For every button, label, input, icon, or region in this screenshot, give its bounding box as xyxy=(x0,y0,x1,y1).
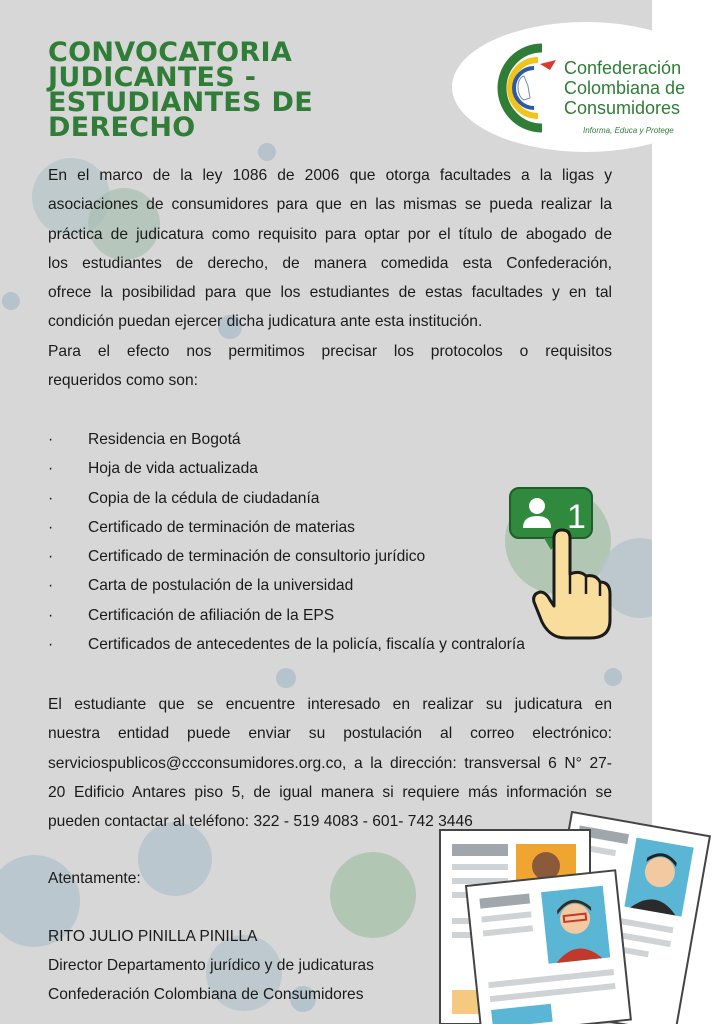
intro-line: los estudiantes de derecho, de manera comedida esta Confederación, xyxy=(48,254,612,272)
logo-emblem xyxy=(480,38,562,138)
pointing-hand-icon xyxy=(530,528,614,642)
list-item xyxy=(48,484,525,513)
list-item xyxy=(48,601,525,630)
requirements-list xyxy=(48,425,525,659)
contact-line: 20 Edificio Antares piso 5, de igual manera si requiere más información se xyxy=(48,783,612,801)
protocol-paragraph xyxy=(48,337,612,396)
intro-line: práctica de judicatura como requisito para optar por el título de abogado de xyxy=(48,225,612,243)
intro-paragraph xyxy=(48,161,612,337)
bullet: · xyxy=(48,431,54,448)
bullet: · xyxy=(48,460,54,478)
list-item-text: Hoja de vida actualizada xyxy=(88,460,258,478)
signature-org: Confederación Colombiana de Consumidores xyxy=(48,986,364,1003)
signature-role: Director Departamento jurídico y de judicaturas xyxy=(48,957,374,974)
decor-bubble xyxy=(330,852,416,938)
list-item-text: Residencia en Bogotá xyxy=(88,431,241,448)
contact-line: El estudiante que se encuentre interesado en realizar su judicatura en xyxy=(48,696,612,713)
contact-line: pueden contactar al teléfono: 322 - 519 4083 - 601- 742 3446 xyxy=(48,813,473,831)
bullet: · xyxy=(48,636,54,654)
decor-bubble xyxy=(276,668,296,688)
bullet: · xyxy=(48,577,54,595)
bullet: · xyxy=(48,489,54,507)
notification-count: 1 xyxy=(567,498,586,536)
intro-line: ofrece la posibilidad para que los estudiantes de estas facultades y en tal xyxy=(48,284,612,302)
title-line: CONVOCATORIA xyxy=(48,37,293,68)
decor-bubble xyxy=(2,292,20,310)
logo-line-3: Consumidores xyxy=(564,98,681,118)
logo-text xyxy=(564,58,685,118)
logo-line-2: Colombiana de xyxy=(564,78,686,98)
protocol-line: Para el efecto nos permitimos precisar los protocolos o requisitos xyxy=(48,343,612,360)
page-title xyxy=(48,37,388,143)
signature-name: RITO JULIO PINILLA PINILLA xyxy=(48,928,258,945)
decor-bubble xyxy=(604,668,622,686)
list-item-text: Copia de la cédula de ciudadanía xyxy=(88,489,320,507)
list-item-text: Certificado de terminación de consultorio jurídico xyxy=(88,548,426,566)
list-item xyxy=(48,571,525,600)
list-item xyxy=(48,513,525,542)
list-item xyxy=(48,630,525,659)
intro-line: asociaciones de consumidores para que en las mismas se pueda realizar la xyxy=(48,196,612,214)
title-line: DERECHO xyxy=(48,112,196,143)
bullet: · xyxy=(48,606,54,624)
intro-line: En el marco de la ley 1086 de 2006 que otorga facultades a la ligas y xyxy=(48,167,612,184)
protocol-line: requeridos como son: xyxy=(48,372,198,390)
list-item xyxy=(48,542,525,571)
list-item xyxy=(48,425,525,454)
resume-cards-illustration xyxy=(422,800,724,1024)
bullet: · xyxy=(48,518,54,536)
list-item-text: Certificados de antecedentes de la policía, fiscalía y contraloría xyxy=(88,636,525,654)
contact-line: nuestra entidad puede enviar su postulación al correo electrónico: xyxy=(48,725,612,743)
bullet: · xyxy=(48,548,54,566)
logo-tagline: Informa, Educa y Protege xyxy=(583,126,674,135)
closing: Atentamente: xyxy=(48,870,141,887)
list-item xyxy=(48,454,525,483)
title-line: JUDICANTES - xyxy=(48,62,257,93)
list-item-text: Certificado de terminación de materias xyxy=(88,518,355,536)
list-item-text: Certificación de afiliación de la EPS xyxy=(88,606,335,624)
intro-line: condición puedan ejercer dicha judicatura ante esta institución. xyxy=(48,313,483,331)
title-line: ESTUDIANTES DE xyxy=(48,87,313,118)
decor-bubble xyxy=(258,143,276,161)
logo-line-1: Confederación xyxy=(564,58,682,78)
list-item-text: Carta de postulación de la universidad xyxy=(88,577,354,595)
contact-line: serviciospublicos@ccconsumidores.org.co, a la dirección: transversal 6 N° 27- xyxy=(48,754,612,772)
